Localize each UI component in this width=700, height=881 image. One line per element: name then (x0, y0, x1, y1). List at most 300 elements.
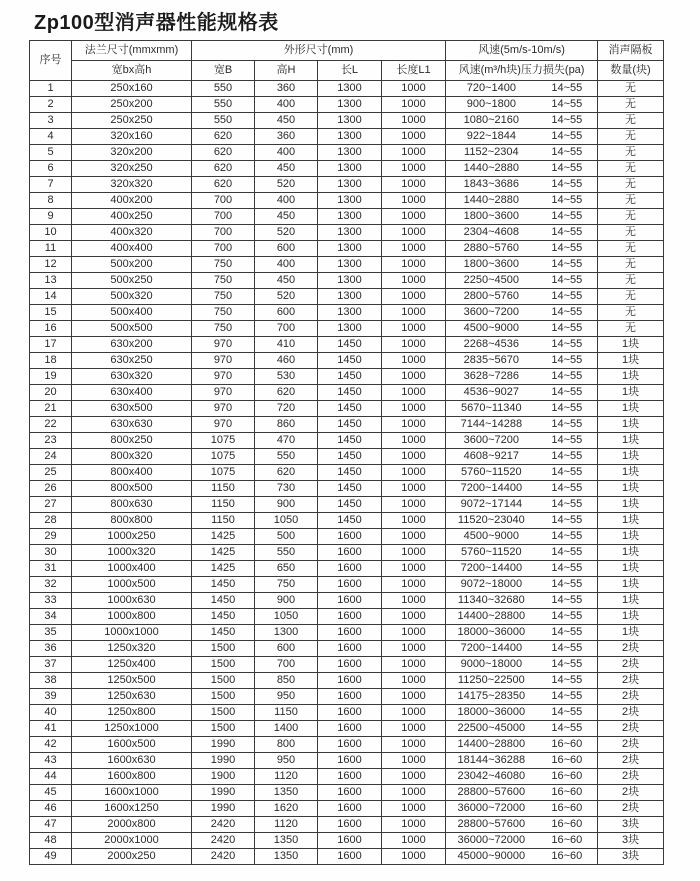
cell-flange-size: 500x400 (72, 305, 192, 321)
cell-length-l1: 1000 (382, 177, 446, 193)
cell-serial: 48 (30, 833, 72, 849)
cell-wind-pressure (446, 529, 598, 545)
wind-pressure-values (446, 113, 597, 128)
cell-wind-pressure (446, 593, 598, 609)
cell-height-h: 900 (255, 497, 318, 513)
cell-width-b: 1900 (192, 769, 255, 785)
cell-length-l: 1600 (318, 577, 382, 593)
pressure-loss-range: 14~55 (551, 274, 583, 286)
pressure-loss-range: 14~55 (551, 82, 583, 94)
table-row (30, 513, 664, 529)
wind-pressure-values (446, 449, 597, 464)
table-row (30, 817, 664, 833)
table-row (30, 433, 664, 449)
cell-width-b: 1150 (192, 513, 255, 529)
cell-width-b: 700 (192, 193, 255, 209)
cell-baffle-count: 无 (598, 177, 664, 193)
airflow-range: 9000~18000 (460, 658, 523, 670)
cell-flange-size: 1250x800 (72, 705, 192, 721)
cell-length-l1: 1000 (382, 385, 446, 401)
airflow-range: 2304~4608 (463, 226, 520, 238)
cell-width-b: 700 (192, 225, 255, 241)
pressure-loss-range: 14~55 (551, 658, 583, 670)
cell-length-l: 1600 (318, 753, 382, 769)
header-flange-group: 法兰尺寸(mmxmm) (72, 41, 192, 61)
cell-baffle-count: 2块 (598, 769, 664, 785)
airflow-range: 922~1844 (466, 130, 516, 142)
cell-length-l: 1300 (318, 241, 382, 257)
spec-table (29, 40, 664, 865)
cell-width-b: 970 (192, 401, 255, 417)
wind-pressure-values (446, 833, 597, 848)
table-row (30, 177, 664, 193)
cell-height-h: 1050 (255, 513, 318, 529)
cell-wind-pressure (446, 849, 598, 865)
cell-length-l: 1450 (318, 465, 382, 481)
wind-pressure-values (446, 769, 597, 784)
pressure-loss-range: 16~60 (551, 738, 583, 750)
cell-serial: 31 (30, 561, 72, 577)
cell-serial: 41 (30, 721, 72, 737)
table-row (30, 593, 664, 609)
cell-flange-size: 630x630 (72, 417, 192, 433)
table-row (30, 97, 664, 113)
pressure-loss-range: 14~55 (551, 722, 583, 734)
cell-length-l: 1600 (318, 817, 382, 833)
airflow-range: 3600~7200 (463, 434, 520, 446)
cell-wind-pressure (446, 769, 598, 785)
airflow-range: 18000~36000 (457, 626, 526, 638)
cell-wind-pressure (446, 401, 598, 417)
airflow-range: 2800~5760 (463, 290, 520, 302)
cell-baffle-count: 1块 (598, 401, 664, 417)
cell-width-b: 1425 (192, 529, 255, 545)
airflow-range: 18000~36000 (457, 706, 526, 718)
cell-length-l: 1600 (318, 785, 382, 801)
cell-length-l1: 1000 (382, 561, 446, 577)
cell-serial: 23 (30, 433, 72, 449)
cell-length-l1: 1000 (382, 801, 446, 817)
cell-baffle-count: 2块 (598, 737, 664, 753)
cell-serial: 33 (30, 593, 72, 609)
header-flange-sub: 宽bx高h (72, 61, 192, 81)
cell-length-l1: 1000 (382, 353, 446, 369)
airflow-range: 1440~2880 (463, 162, 520, 174)
cell-serial: 5 (30, 145, 72, 161)
cell-wind-pressure (446, 721, 598, 737)
table-row (30, 209, 664, 225)
airflow-range: 1152~2304 (464, 146, 519, 158)
cell-width-b: 1500 (192, 673, 255, 689)
cell-length-l1: 1000 (382, 689, 446, 705)
cell-length-l1: 1000 (382, 449, 446, 465)
cell-height-h: 1050 (255, 609, 318, 625)
cell-serial: 20 (30, 385, 72, 401)
cell-flange-size: 400x400 (72, 241, 192, 257)
cell-baffle-count: 无 (598, 257, 664, 273)
wind-pressure-values (446, 273, 597, 288)
cell-height-h: 1350 (255, 849, 318, 865)
cell-length-l1: 1000 (382, 113, 446, 129)
cell-baffle-count: 无 (598, 225, 664, 241)
table-row (30, 273, 664, 289)
table-row (30, 705, 664, 721)
cell-serial: 28 (30, 513, 72, 529)
table-row (30, 225, 664, 241)
cell-length-l: 1300 (318, 209, 382, 225)
cell-length-l1: 1000 (382, 129, 446, 145)
airflow-range: 1080~2160 (463, 114, 520, 126)
pressure-loss-range: 14~55 (551, 642, 583, 654)
cell-width-b: 550 (192, 113, 255, 129)
cell-serial: 39 (30, 689, 72, 705)
cell-baffle-count: 2块 (598, 641, 664, 657)
cell-length-l1: 1000 (382, 705, 446, 721)
cell-flange-size: 320x160 (72, 129, 192, 145)
cell-flange-size: 1000x630 (72, 593, 192, 609)
table-row (30, 257, 664, 273)
cell-baffle-count: 1块 (598, 625, 664, 641)
cell-length-l1: 1000 (382, 769, 446, 785)
cell-length-l1: 1000 (382, 369, 446, 385)
table-row (30, 337, 664, 353)
cell-serial: 13 (30, 273, 72, 289)
cell-flange-size: 630x320 (72, 369, 192, 385)
cell-baffle-count: 3块 (598, 833, 664, 849)
airflow-range: 4500~9000 (463, 530, 520, 542)
pressure-loss-range: 16~60 (551, 754, 583, 766)
cell-length-l: 1300 (318, 193, 382, 209)
wind-pressure-values (446, 145, 597, 160)
table-row (30, 609, 664, 625)
cell-length-l: 1300 (318, 225, 382, 241)
airflow-range: 28800~57600 (457, 818, 526, 830)
cell-flange-size: 320x200 (72, 145, 192, 161)
cell-baffle-count: 1块 (598, 353, 664, 369)
cell-length-l: 1300 (318, 129, 382, 145)
cell-serial: 17 (30, 337, 72, 353)
cell-wind-pressure (446, 801, 598, 817)
cell-length-l: 1600 (318, 705, 382, 721)
wind-pressure-values (446, 129, 597, 144)
cell-serial: 34 (30, 609, 72, 625)
cell-wind-pressure (446, 481, 598, 497)
table-row (30, 673, 664, 689)
cell-width-b: 1450 (192, 593, 255, 609)
cell-baffle-count: 1块 (598, 545, 664, 561)
cell-flange-size: 400x200 (72, 193, 192, 209)
cell-width-b: 2420 (192, 833, 255, 849)
cell-baffle-count: 无 (598, 97, 664, 113)
cell-flange-size: 800x500 (72, 481, 192, 497)
cell-length-l: 1300 (318, 305, 382, 321)
wind-pressure-values (446, 641, 597, 656)
cell-wind-pressure (446, 353, 598, 369)
table-row (30, 161, 664, 177)
cell-length-l1: 1000 (382, 273, 446, 289)
cell-length-l1: 1000 (382, 497, 446, 513)
table-row (30, 721, 664, 737)
pressure-loss-range: 14~55 (551, 690, 583, 702)
cell-serial: 21 (30, 401, 72, 417)
cell-length-l1: 1000 (382, 417, 446, 433)
wind-pressure-values (446, 625, 597, 640)
cell-length-l1: 1000 (382, 241, 446, 257)
airflow-range: 2268~4536 (463, 338, 520, 350)
cell-length-l: 1450 (318, 481, 382, 497)
cell-length-l: 1300 (318, 81, 382, 97)
cell-length-l1: 1000 (382, 641, 446, 657)
wind-pressure-values (446, 673, 597, 688)
airflow-range: 7200~14400 (460, 562, 523, 574)
airflow-range: 7200~14400 (460, 642, 523, 654)
cell-serial: 37 (30, 657, 72, 673)
cell-length-l1: 1000 (382, 673, 446, 689)
cell-length-l1: 1000 (382, 593, 446, 609)
cell-wind-pressure (446, 817, 598, 833)
cell-length-l: 1600 (318, 737, 382, 753)
cell-height-h: 530 (255, 369, 318, 385)
cell-wind-pressure (446, 673, 598, 689)
cell-length-l1: 1000 (382, 513, 446, 529)
airflow-range: 5670~11340 (460, 402, 522, 414)
pressure-loss-range: 14~55 (551, 450, 583, 462)
pressure-loss-range: 14~55 (551, 498, 583, 510)
airflow-range: 14400~28800 (457, 738, 526, 750)
table-row (30, 849, 664, 865)
cell-length-l1: 1000 (382, 305, 446, 321)
cell-height-h: 700 (255, 321, 318, 337)
cell-baffle-count: 1块 (598, 609, 664, 625)
cell-length-l: 1600 (318, 769, 382, 785)
header-wind-sub: 风速(m³/h块)压力损失(pa) (446, 61, 598, 81)
cell-serial: 47 (30, 817, 72, 833)
wind-pressure-values (446, 529, 597, 544)
cell-width-b: 1500 (192, 657, 255, 673)
cell-serial: 3 (30, 113, 72, 129)
cell-serial: 18 (30, 353, 72, 369)
cell-baffle-count: 1块 (598, 561, 664, 577)
cell-height-h: 460 (255, 353, 318, 369)
cell-length-l: 1450 (318, 353, 382, 369)
cell-length-l: 1300 (318, 177, 382, 193)
cell-wind-pressure (446, 513, 598, 529)
cell-baffle-count: 无 (598, 289, 664, 305)
cell-serial: 46 (30, 801, 72, 817)
cell-wind-pressure (446, 161, 598, 177)
cell-width-b: 750 (192, 257, 255, 273)
cell-serial: 36 (30, 641, 72, 657)
wind-pressure-values (446, 705, 597, 720)
cell-flange-size: 630x250 (72, 353, 192, 369)
cell-height-h: 400 (255, 145, 318, 161)
cell-wind-pressure (446, 577, 598, 593)
airflow-range: 7200~14400 (460, 482, 523, 494)
cell-wind-pressure (446, 385, 598, 401)
pressure-loss-range: 14~55 (551, 178, 583, 190)
header-length-sub: 长L (318, 61, 382, 81)
cell-baffle-count: 1块 (598, 481, 664, 497)
table-row (30, 129, 664, 145)
wind-pressure-values (446, 81, 597, 96)
cell-width-b: 620 (192, 145, 255, 161)
cell-width-b: 750 (192, 289, 255, 305)
airflow-range: 28800~57600 (457, 786, 526, 798)
table-body (30, 81, 664, 865)
cell-serial: 19 (30, 369, 72, 385)
cell-length-l: 1600 (318, 721, 382, 737)
cell-baffle-count: 3块 (598, 849, 664, 865)
wind-pressure-values (446, 721, 597, 736)
cell-flange-size: 1600x1250 (72, 801, 192, 817)
table-row (30, 833, 664, 849)
cell-wind-pressure (446, 225, 598, 241)
cell-length-l1: 1000 (382, 97, 446, 113)
pressure-loss-range: 14~55 (551, 226, 583, 238)
pressure-loss-range: 14~55 (551, 418, 583, 430)
cell-width-b: 1450 (192, 609, 255, 625)
cell-baffle-count: 1块 (598, 513, 664, 529)
cell-wind-pressure (446, 833, 598, 849)
cell-flange-size: 1250x400 (72, 657, 192, 673)
cell-length-l1: 1000 (382, 481, 446, 497)
wind-pressure-values (446, 209, 597, 224)
cell-serial: 22 (30, 417, 72, 433)
wind-pressure-values (446, 161, 597, 176)
cell-baffle-count: 1块 (598, 577, 664, 593)
wind-pressure-values (446, 561, 597, 576)
cell-serial: 11 (30, 241, 72, 257)
cell-length-l: 1600 (318, 641, 382, 657)
wind-pressure-values (446, 849, 597, 864)
pressure-loss-range: 14~55 (551, 322, 583, 334)
cell-length-l: 1600 (318, 657, 382, 673)
pressure-loss-range: 14~55 (551, 146, 583, 158)
cell-flange-size: 1000x800 (72, 609, 192, 625)
cell-height-h: 600 (255, 641, 318, 657)
cell-wind-pressure (446, 337, 598, 353)
cell-length-l: 1600 (318, 833, 382, 849)
table-row (30, 577, 664, 593)
pressure-loss-range: 14~55 (551, 578, 583, 590)
cell-wind-pressure (446, 177, 598, 193)
pressure-loss-range: 14~55 (551, 706, 583, 718)
cell-wind-pressure (446, 209, 598, 225)
cell-height-h: 450 (255, 209, 318, 225)
cell-height-h: 520 (255, 177, 318, 193)
cell-length-l: 1300 (318, 145, 382, 161)
pressure-loss-range: 14~55 (551, 466, 583, 478)
airflow-range: 2880~5760 (463, 242, 520, 254)
table-row (30, 145, 664, 161)
cell-length-l: 1450 (318, 385, 382, 401)
pressure-loss-range: 14~55 (551, 338, 583, 350)
wind-pressure-values (446, 481, 597, 496)
cell-baffle-count: 2块 (598, 673, 664, 689)
cell-length-l: 1600 (318, 801, 382, 817)
cell-serial: 12 (30, 257, 72, 273)
cell-baffle-count: 无 (598, 145, 664, 161)
cell-length-l1: 1000 (382, 433, 446, 449)
cell-flange-size: 320x250 (72, 161, 192, 177)
pressure-loss-range: 14~55 (551, 98, 583, 110)
table-row (30, 321, 664, 337)
cell-baffle-count: 无 (598, 241, 664, 257)
cell-height-h: 720 (255, 401, 318, 417)
table-row (30, 529, 664, 545)
table-row (30, 465, 664, 481)
cell-height-h: 360 (255, 129, 318, 145)
airflow-range: 5760~11520 (460, 546, 522, 558)
pressure-loss-range: 14~55 (551, 546, 583, 558)
cell-width-b: 750 (192, 273, 255, 289)
cell-length-l1: 1000 (382, 657, 446, 673)
cell-width-b: 750 (192, 321, 255, 337)
cell-flange-size: 250x250 (72, 113, 192, 129)
header-baffle-sub: 数量(块) (598, 61, 664, 81)
table-row (30, 353, 664, 369)
wind-pressure-values (446, 545, 597, 560)
cell-flange-size: 320x320 (72, 177, 192, 193)
pressure-loss-range: 14~55 (551, 242, 583, 254)
cell-flange-size: 1000x500 (72, 577, 192, 593)
wind-pressure-values (446, 289, 597, 304)
cell-serial: 7 (30, 177, 72, 193)
wind-pressure-values (446, 577, 597, 592)
cell-baffle-count: 1块 (598, 465, 664, 481)
cell-length-l1: 1000 (382, 753, 446, 769)
cell-height-h: 600 (255, 305, 318, 321)
cell-width-b: 970 (192, 353, 255, 369)
cell-baffle-count: 2块 (598, 657, 664, 673)
cell-baffle-count: 2块 (598, 801, 664, 817)
cell-serial: 24 (30, 449, 72, 465)
wind-pressure-values (446, 737, 597, 752)
cell-height-h: 1150 (255, 705, 318, 721)
cell-height-h: 1300 (255, 625, 318, 641)
cell-wind-pressure (446, 81, 598, 97)
pressure-loss-range: 14~55 (551, 114, 583, 126)
airflow-range: 11340~32680 (457, 594, 525, 606)
cell-length-l1: 1000 (382, 545, 446, 561)
cell-serial: 42 (30, 737, 72, 753)
table-row (30, 481, 664, 497)
cell-width-b: 1450 (192, 577, 255, 593)
airflow-range: 3628~7286 (463, 370, 520, 382)
pressure-loss-range: 16~60 (551, 770, 583, 782)
airflow-range: 1800~3600 (463, 210, 520, 222)
cell-serial: 29 (30, 529, 72, 545)
table-row (30, 193, 664, 209)
cell-baffle-count: 1块 (598, 593, 664, 609)
cell-width-b: 700 (192, 241, 255, 257)
table-row (30, 401, 664, 417)
cell-wind-pressure (446, 545, 598, 561)
cell-baffle-count: 1块 (598, 497, 664, 513)
airflow-range: 7144~14288 (460, 418, 523, 430)
cell-flange-size: 1250x630 (72, 689, 192, 705)
pressure-loss-range: 14~55 (551, 674, 583, 686)
cell-width-b: 970 (192, 337, 255, 353)
cell-length-l: 1450 (318, 433, 382, 449)
table-row (30, 305, 664, 321)
cell-height-h: 1350 (255, 785, 318, 801)
cell-serial: 27 (30, 497, 72, 513)
cell-width-b: 550 (192, 97, 255, 113)
airflow-range: 11250~22500 (457, 674, 525, 686)
cell-height-h: 450 (255, 161, 318, 177)
airflow-range: 36000~72000 (457, 834, 526, 846)
